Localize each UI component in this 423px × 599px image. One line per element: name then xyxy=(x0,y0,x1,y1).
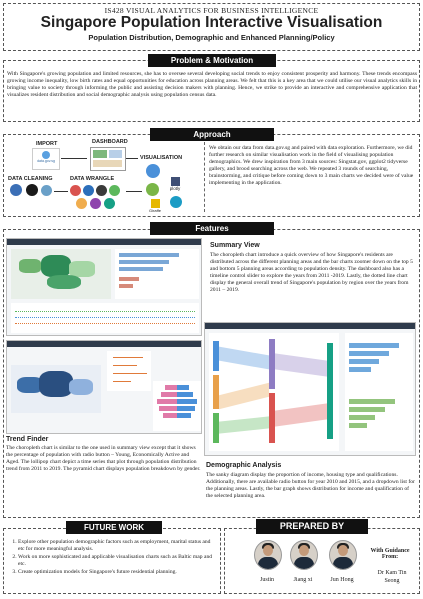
shiny-icon xyxy=(146,164,160,178)
dashboard-label: DASHBOARD xyxy=(92,139,128,145)
dashboard-thumbnail xyxy=(90,147,126,171)
dplyr-icon xyxy=(70,185,81,196)
member-photo-justin xyxy=(254,540,282,570)
future-work-item: 2. Work on more sophisticated and applicable visualisation charts such as Baltic map and etc. xyxy=(18,554,214,568)
problem-text: With Singapore's growing population and limited resources, she has to oversee several developing social trends to enjoy consistent prosperity and harmony. These trends encompass growing income inequality, low birth rates and equal opportunities for education across planning areas. We felt that this is a key area that we could utilise our visual analytics skills in bringing value to society through informing the public and assisting decision makers with planning. Hence, we strike to provide an interactive and comprehensive application that visualizes resident distribution and social demographic analysis using population census data. xyxy=(7,71,417,98)
prepared-by-heading: PREPARED BY xyxy=(256,519,368,534)
course-title: IS428 VISUAL ANALYTICS FOR BUSINESS INTELLIGENCE xyxy=(104,6,319,15)
guide-name: Dr Kam Tin Seong xyxy=(377,570,407,584)
approach-heading: Approach xyxy=(150,128,274,141)
ggplot-icon xyxy=(109,185,120,196)
trend-finder-text: The choropleth chart is similar to the one used in summary view except that it shows the percentage of population with radio button – Young, Economically Active and Aged. The lollipop chart depict a time series that plot through population distribution trend from 2011 to 2019. The pyramid chart displays population breakdown by gender. xyxy=(6,445,201,472)
approach-text: We obtain our data from data.gov.sg and paired with data exploration. Furthermore, we did further research on similar visualisation work in the field of visualising population demographics. We drew inspiration from 3 main sources: Singstat.gov, ggplot2 tidyverse gallery, and brood searching across the web. We repeated 3 rounds of searching, brainstorming, and critique before coming down to 3 main charts we decided were of value implementing in the application. xyxy=(209,145,414,186)
visualisation-label: VISUALISATION xyxy=(140,155,183,161)
member-name: Justin xyxy=(259,577,274,583)
cleaning-label: DATA CLEANING xyxy=(8,176,53,182)
demographic-analysis-text: The sanky diagram display the proportion of income, housing type and qualifications. Additionally, there are available radio button for year 2010 and 2015, and a dropdown list for the planning areas. Lastly, the bar graph shows distribution for income and qualification of the selected planning area. xyxy=(206,472,415,499)
future-work-heading: FUTURE WORK xyxy=(66,521,162,534)
flow-arrow xyxy=(61,158,87,159)
future-work-item: 3. Create optimization models for Singapore's future residential planning. xyxy=(18,569,214,576)
summary-view-title: Summary View xyxy=(210,242,260,249)
features-heading: Features xyxy=(150,222,274,235)
page-subtitle: Population Distribution, Demographic and Enhanced Planning/Policy xyxy=(88,33,335,42)
plotly-logo: plotly xyxy=(164,177,186,191)
readr-icon xyxy=(83,185,94,196)
wrangle-label: DATA WRANGLE xyxy=(70,176,115,182)
vega-icon xyxy=(170,196,182,208)
flow-arrow xyxy=(126,191,142,192)
tibble-icon xyxy=(90,198,101,209)
demographic-analysis-screenshot xyxy=(204,322,416,456)
hex-icon xyxy=(41,185,52,196)
future-work-item: 1. Explore other population demographic factors such as employment, marital status and etc for more meaningful analysis. xyxy=(18,539,214,553)
demographic-analysis-title: Demographic Analysis xyxy=(206,462,282,469)
trend-finder-title: Trend Finder xyxy=(6,436,49,443)
member-name: Jiang xi xyxy=(293,577,313,583)
summary-view-screenshot xyxy=(6,238,202,336)
import-label: IMPORT xyxy=(36,141,58,147)
giraffe-logo: Giraffe xyxy=(144,199,166,213)
stringr-icon xyxy=(76,198,87,209)
approach-divider xyxy=(204,142,206,212)
summary-view-text: The choropleth chart introduce a quick overview of how Singapore's residents are distributed across the different planning areas and the bar charts zoomer down on the top 5 and bottom 5 planning areas according to population density. The dashboard also has a timeline control slider to explore the years from 2011 -2019. Lastly, the dotted line chart display the general overall trend of Singapore's population by region over the years from 2011 – 2019. xyxy=(210,252,413,293)
guidance-label: With Guidance From: xyxy=(370,548,410,560)
approach-diagram xyxy=(6,139,202,217)
tidyr-icon xyxy=(26,184,38,196)
trend-finder-screenshot xyxy=(6,340,202,434)
lubridate-icon xyxy=(104,198,115,209)
page-title: Singapore Population Interactive Visualisation xyxy=(40,14,383,31)
future-work-list xyxy=(8,539,214,577)
member-name: Jun Hong xyxy=(330,577,354,583)
datagov-logo: data.gov.sg xyxy=(32,148,60,170)
purrr-icon xyxy=(96,185,107,196)
leaflet-icon xyxy=(146,183,159,196)
r-icon xyxy=(10,184,22,196)
flow-arrow xyxy=(54,191,68,192)
member-photo-jun-hong xyxy=(329,540,357,570)
flow-arrow xyxy=(126,158,138,159)
problem-heading: Problem & Motivation xyxy=(148,54,276,67)
member-photo-jiang-xi xyxy=(290,540,318,570)
